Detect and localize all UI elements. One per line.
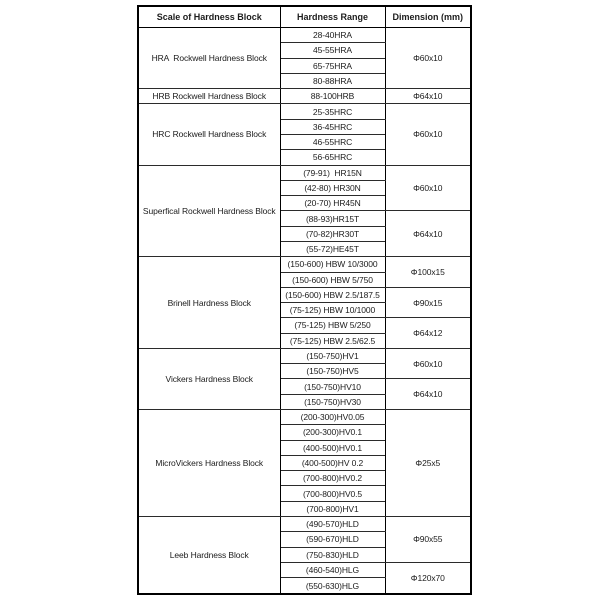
scale-cell: HRB Rockwell Hardness Block xyxy=(138,89,280,104)
range-cell: (700-800)HV0.5 xyxy=(280,486,385,501)
range-cell: 25-35HRC xyxy=(280,104,385,119)
header-row xyxy=(138,6,471,28)
range-cell: (700-800)HV0.2 xyxy=(280,471,385,486)
scale-cell: Leeb Hardness Block xyxy=(138,517,280,595)
scale-cell: HRC Rockwell Hardness Block xyxy=(138,104,280,165)
range-cell: 28-40HRA xyxy=(280,28,385,43)
range-cell: (490-570)HLD xyxy=(280,517,385,532)
table-row xyxy=(138,104,471,119)
range-cell: (55-72)HE45T xyxy=(280,241,385,256)
dimension-cell: Φ60x10 xyxy=(385,165,471,211)
range-cell: 65-75HRA xyxy=(280,58,385,73)
table-row xyxy=(138,517,471,532)
scale-cell: Superfical Rockwell Hardness Block xyxy=(138,165,280,257)
range-cell: (150-600) HBW 10/3000 xyxy=(280,257,385,272)
dimension-cell: Φ25x5 xyxy=(385,410,471,517)
range-cell: 56-65HRC xyxy=(280,150,385,165)
range-cell: (550-630)HLG xyxy=(280,578,385,594)
table-row xyxy=(138,165,471,180)
range-cell: 36-45HRC xyxy=(280,119,385,134)
range-cell: 45-55HRA xyxy=(280,43,385,58)
table-row xyxy=(138,257,471,272)
dimension-cell: Φ64x10 xyxy=(385,211,471,257)
range-cell: (75-125) HBW 5/250 xyxy=(280,318,385,333)
range-cell: (150-750)HV10 xyxy=(280,379,385,394)
dimension-cell: Φ100x15 xyxy=(385,257,471,288)
table-row xyxy=(138,348,471,363)
range-cell: (460-540)HLG xyxy=(280,562,385,577)
dimension-cell: Φ64x12 xyxy=(385,318,471,349)
table-row xyxy=(138,410,471,425)
scale-cell: HRA Rockwell Hardness Block xyxy=(138,28,280,89)
column-header-scale: Scale of Hardness Block xyxy=(138,6,280,28)
dimension-cell: Φ60x10 xyxy=(385,104,471,165)
range-cell: (42-80) HR30N xyxy=(280,180,385,195)
dimension-cell: Φ60x10 xyxy=(385,28,471,89)
range-cell: (75-125) HBW 2.5/62.5 xyxy=(280,333,385,348)
range-cell: (150-750)HV30 xyxy=(280,394,385,409)
range-cell: (150-750)HV5 xyxy=(280,364,385,379)
dimension-cell: Φ64x10 xyxy=(385,379,471,410)
hardness-block-table xyxy=(137,5,472,595)
range-cell: (750-830)HLD xyxy=(280,547,385,562)
range-cell: (88-93)HR15T xyxy=(280,211,385,226)
scale-cell: MicroVickers Hardness Block xyxy=(138,410,280,517)
dimension-cell: Φ90x15 xyxy=(385,287,471,318)
dimension-cell: Φ90x55 xyxy=(385,517,471,563)
range-cell: (200-300)HV0.05 xyxy=(280,410,385,425)
scale-cell: Brinell Hardness Block xyxy=(138,257,280,349)
column-header-dimension: Dimension (mm) xyxy=(385,6,471,28)
column-header-range: Hardness Range xyxy=(280,6,385,28)
dimension-cell: Φ120x70 xyxy=(385,562,471,594)
range-cell: (70-82)HR30T xyxy=(280,226,385,241)
table-row xyxy=(138,89,471,104)
range-cell: 46-55HRC xyxy=(280,134,385,149)
range-cell: (20-70) HR45N xyxy=(280,196,385,211)
dimension-cell: Φ60x10 xyxy=(385,348,471,379)
range-cell: 88-100HRB xyxy=(280,89,385,104)
table-row xyxy=(138,28,471,43)
range-cell: (400-500)HV 0.2 xyxy=(280,455,385,470)
range-cell: 80-88HRA xyxy=(280,73,385,88)
range-cell: (150-600) HBW 5/750 xyxy=(280,272,385,287)
range-cell: (400-500)HV0.1 xyxy=(280,440,385,455)
dimension-cell: Φ64x10 xyxy=(385,89,471,104)
range-cell: (79-91) HR15N xyxy=(280,165,385,180)
range-cell: (200-300)HV0.1 xyxy=(280,425,385,440)
range-cell: (590-670)HLD xyxy=(280,532,385,547)
range-cell: (75-125) HBW 10/1000 xyxy=(280,303,385,318)
range-cell: (700-800)HV1 xyxy=(280,501,385,516)
scale-cell: Vickers Hardness Block xyxy=(138,348,280,409)
range-cell: (150-750)HV1 xyxy=(280,348,385,363)
range-cell: (150-600) HBW 2.5/187.5 xyxy=(280,287,385,302)
